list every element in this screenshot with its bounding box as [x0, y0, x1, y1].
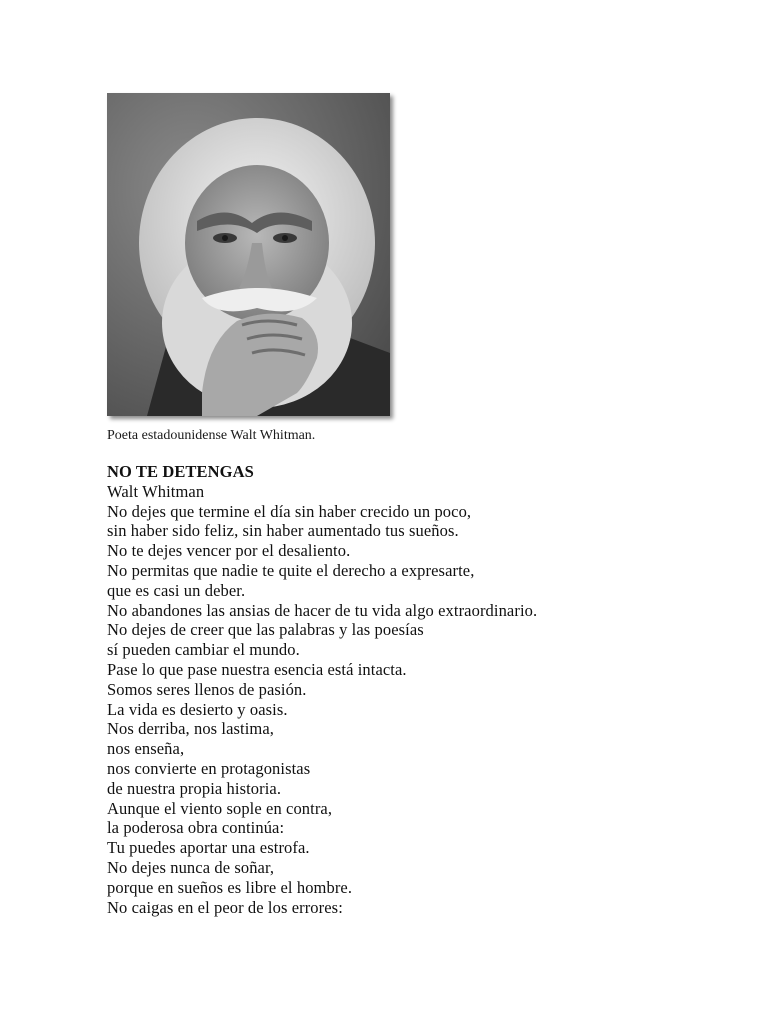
portrait-image: [107, 93, 390, 416]
poem-line: sin haber sido feliz, sin haber aumentado tus sueños.: [107, 521, 459, 541]
poem-line: sí pueden cambiar el mundo.: [107, 640, 300, 660]
walt-whitman-portrait: [107, 93, 390, 416]
poem-line: que es casi un deber.: [107, 580, 246, 600]
poem-line: Pase lo que pase nuestra esencia está intacta.: [107, 659, 407, 679]
poem-title: NO TE DETENGAS: [107, 462, 254, 481]
poem-line: No permitas que nadie te quite el derecho a expresarte,: [107, 560, 475, 580]
poem-line: porque en sueños es libre el hombre.: [107, 877, 353, 897]
poem-line: No dejes que termine el día sin haber crecido un poco,: [107, 501, 472, 521]
poem-line: No dejes nunca de soñar,: [107, 857, 275, 877]
poem-line: Somos seres llenos de pasión.: [107, 679, 307, 699]
poem-line: Aunque el viento sople en contra,: [107, 798, 333, 818]
poem-line: Nos derriba, nos lastima,: [107, 719, 275, 739]
poem-line: No caigas en el peor de los errores:: [107, 897, 343, 917]
poem-line: Tu puedes aportar una estrofa.: [107, 838, 310, 858]
poem-line: No dejes de creer que las palabras y las poesías: [107, 620, 424, 640]
poem-line: la poderosa obra continúa:: [107, 818, 285, 838]
poem-line: La vida es desierto y oasis.: [107, 699, 288, 719]
poem-line: No abandones las ansias de hacer de tu vida algo extraordinario.: [107, 600, 538, 620]
photo-caption: Poeta estadounidense Walt Whitman.: [107, 428, 316, 443]
poem-line: de nuestra propia historia.: [107, 778, 282, 798]
poem-author: Walt Whitman: [107, 481, 205, 501]
poem: [107, 462, 747, 917]
poem-line: nos enseña,: [107, 739, 185, 759]
poem-line: No te dejes vencer por el desaliento.: [107, 541, 351, 561]
poem-line: nos convierte en protagonistas: [107, 758, 311, 778]
